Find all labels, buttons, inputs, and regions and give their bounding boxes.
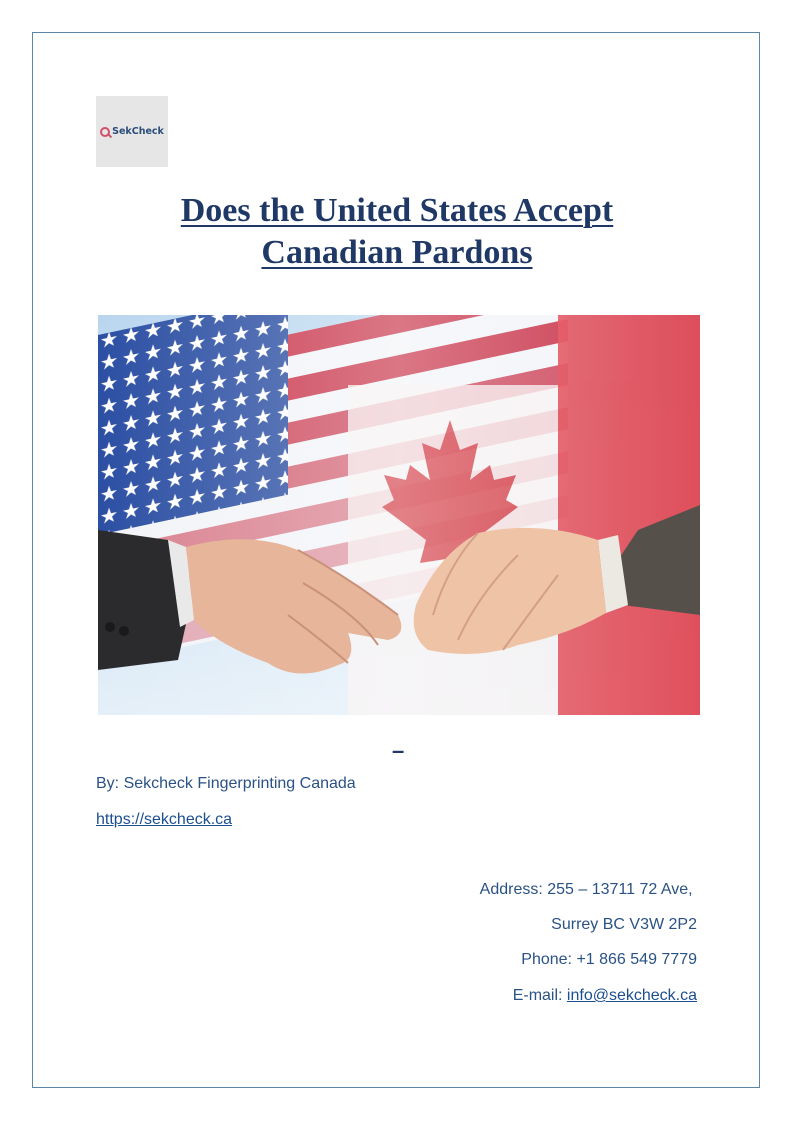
separator-dash: – — [392, 738, 405, 763]
sekcheck-logo — [96, 96, 168, 167]
title-line-1: Does the United States Accept — [180, 192, 614, 229]
email-line — [513, 987, 697, 1005]
email-link[interactable]: info@sekcheck.ca — [566, 987, 697, 1004]
address-line-2: Surrey BC V3W 2P2 — [551, 916, 697, 933]
address-line-1: Address: 255 – 13711 72 Ave, — [479, 881, 697, 898]
us-canada-handshake-illustration — [98, 315, 700, 715]
title-line-2: Canadian Pardons — [261, 234, 533, 271]
author-byline: By: Sekcheck Fingerprinting Canada — [96, 775, 356, 792]
website-link[interactable]: https://sekcheck.ca — [96, 811, 233, 828]
logo-brand-text: SekCheck — [112, 125, 164, 137]
hero-image — [98, 315, 700, 715]
magnifier-icon — [100, 127, 110, 137]
email-label: E-mail: — [512, 987, 567, 1004]
phone-line: Phone: +1 866 549 7779 — [521, 951, 697, 968]
page-title — [96, 190, 698, 274]
